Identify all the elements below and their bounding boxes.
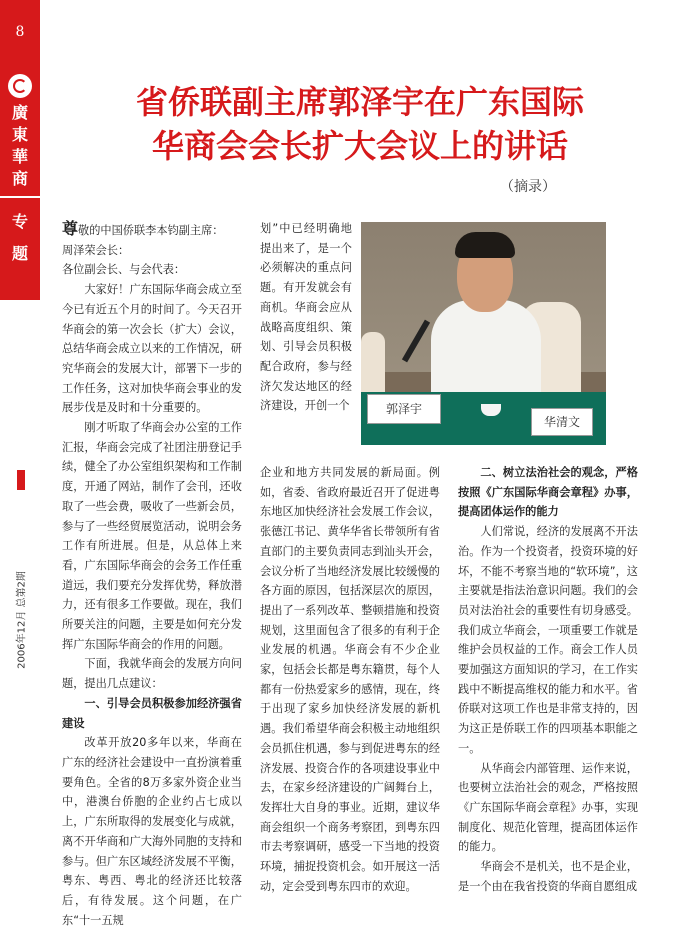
paragraph: 下面，我就华商会的发展方向问题，提出几点建议： xyxy=(62,657,242,691)
page-number: 8 xyxy=(15,24,25,40)
paragraph: 刚才听取了华商会办公室的工作汇报，华商会完成了社团注册登记手续，健全了办公室组织架构和工作制度，开通了网站，制作了会刊，还收取了一些会费，吸收了一些新会员，参与了一些经贸展览活动，说明会务工作有所进展。但是，从总体上来看，广东国际华商会的会务工作任重道远，我们要充分发挥优势，释放潜力，还有很多工作要做。现在，我们所要关注的问题，主要是如何充分发挥广东国际华商会的作用的问题。 xyxy=(62,421,242,651)
column-1 xyxy=(62,219,242,930)
cup-icon xyxy=(481,404,501,416)
issue-text: 2006年12月 总第2期 xyxy=(16,571,28,669)
sidebar-divider xyxy=(0,196,40,198)
title-line-1: 省侨联副主席郭泽宇在广东国际 xyxy=(135,83,584,121)
section-text: 专题 xyxy=(12,212,29,263)
photo-speaker-hair xyxy=(455,232,515,258)
sidebar xyxy=(0,0,40,300)
nameplate-left: 郭泽宇 xyxy=(367,394,441,424)
paragraph: 人们常说，经济的发展离不开法治。作为一个投资者，投资环境的好坏，不能不考察当地的“软环境”，这主要就是指法治意识问题。我们的会员对法治社会的重要性有切身感受。我们成立华商会，一项重要工作就是维护会员权益的工作。商会工作人员要加强这方面知识的学习，在工作实践中不断提高维权的能力和水平。省侨联对这项工作也是非常支持的，因为这正是侨联工作的四项基本职能之一。 xyxy=(458,525,638,755)
red-marker xyxy=(17,470,25,490)
issue-info xyxy=(4,520,36,720)
section-label xyxy=(0,206,40,270)
section-heading: 一、引导会员积极参加经济强省建设 xyxy=(62,696,242,730)
excerpt-label: （摘录） xyxy=(500,179,556,195)
column-2-top xyxy=(260,219,352,416)
nameplate-right: 华清文 xyxy=(531,408,593,436)
paragraph: 企业和地方共同发展的新局面。例如，省委、省政府最近召开了促进粤东地区加快经济社会发展工作会议，张德江书记、黄华华省长带领所有省直部门的主要负责同志到汕头开会，会议分析了当地经济发展比较缓慢的各方面的原因，包括深层次的原因，提出了一系列改革、整顿措施和投资规划，这里面包含了很多的有利于企业发展的机遇。华商会有不少企业家，包括会长都是粤东籍贯，每个人都有一份热爱家乡的感情，现在，终于出现了家乡加快经济发展的新机遇。我们希望华商会积极主动地组织会员抓住机遇，参与到促进粤东的经济发展、投资合作的各项建设事业中去，在家乡经济建设的广阔舞台上，发挥壮大自身的事业。近期，建议华商会组织一个商务考察团，到粤东四市去考察调研，感受一下当地的投资环境，捕捉投资机会。如开展这一活动，定会受到粤东四市的欢迎。 xyxy=(260,466,440,893)
paragraph: 华商会不是机关，也不是企业，是一个由在我省投资的华商自愿组成 xyxy=(458,860,638,893)
paragraph: 大家好！广东国际华商会成立至今已有近五个月的时间了。今天召开华商会的第一次会长（扩大）会议，总结华商会成立以来的工作情况，研究华商会的发展大计，部署下一步的工作任务，这对加快华商会事业的发展步伐是及时和十分重要的。 xyxy=(62,283,242,415)
salutation-1: 敬的中国侨联李本钧副主席： xyxy=(78,224,224,237)
first-char: 尊 xyxy=(62,219,79,238)
article-title xyxy=(60,80,660,168)
logo-text xyxy=(0,102,40,190)
paragraph: 从华商会内部管理、运作来说，也要树立法治社会的观念，严格按照《广东国际华商会章程》办事，实现制度化、规范化管理，提高团体运作的能力。 xyxy=(458,761,638,854)
paragraph: 改革开放20多年以来，华商在广东的经济社会建设中一直扮演着重要角色。全省的8万多家外资企业当中，港澳台侨胞的企业约占七成以上，广东所取得的发展变化与成就，离不开华商和广大海外同胞的支持和参与。但广东区域经济发展不平衡，粤东、粤西、粤北的经济还比较落后，有待发展。这个问题，在广东“十一五规 xyxy=(62,736,242,927)
speaker-photo xyxy=(361,222,606,445)
logo-label: 廣東華商 xyxy=(12,103,29,188)
column-2 xyxy=(260,463,440,896)
paragraph: 划”中已经明确地提出来了，是一个必须解决的重点问题。有开发就会有商机。华商会应从战略高度组织、策划、引导会员积极配合政府，参与经济欠发达地区的经济建设，开创一个 xyxy=(260,222,352,413)
column-3 xyxy=(458,463,638,896)
salutation-2: 周泽荣会长： xyxy=(62,243,130,257)
logo-icon xyxy=(8,74,32,98)
salutation-3: 各位副会长、与会代表： xyxy=(62,263,186,277)
title-line-2: 华商会会长扩大会议上的讲话 xyxy=(151,127,568,165)
section-heading: 二、树立法治社会的观念，严格按照《广东国际华商会章程》办事，提高团体运作的能力 xyxy=(458,466,638,519)
